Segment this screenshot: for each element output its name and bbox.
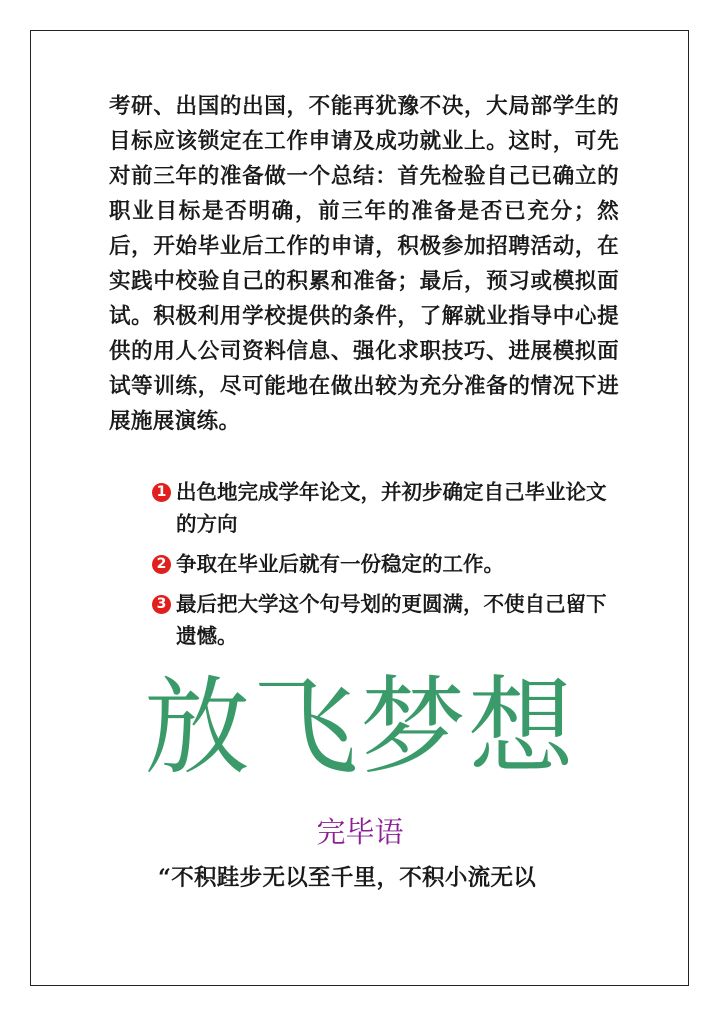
goal-item-2 [152,548,622,580]
goal-text-2: 争取在毕业后就有一份稳定的工作。 [176,552,504,576]
body-paragraph: 考研、出国的出国，不能再犹豫不决，大局部学生的目标应该锁定在工作申请及成功就业上。这时，可先对前三年的准备做一个总结：首先检验自己已确立的职业目标是否明确，前三年的准备是否已充分；然后，开始毕业后工作的申请，积极参加招聘活动，在实践中校验自己的积累和准备；最后，预习或模拟面试。积极利用学校提供的条件，了解就业指导中心提供的用人公司资料信息、强化求职技巧、进展模拟面试等训练，尽可能地在做出较为充分准备的情况下进展施展演练。 [109,94,619,434]
big-title: 放飞梦想 [144,666,576,789]
number-badge-1: 1 [152,483,171,502]
goal-item-1 [152,476,622,540]
goal-list [152,476,622,660]
closing-quote: “不积跬步无以至千里，不积小流无以 [158,865,537,891]
goal-text-3: 最后把大学这个句号划的更圆满，不使自己留下遗憾。 [176,592,607,648]
goal-text-1: 出色地完成学年论文，并初步确定自己毕业论文的方向 [176,480,607,536]
number-badge-2: 2 [152,555,171,574]
number-badge-3: 3 [152,595,171,614]
goal-item-3 [152,588,622,652]
subtitle: 完毕语 [316,815,404,849]
